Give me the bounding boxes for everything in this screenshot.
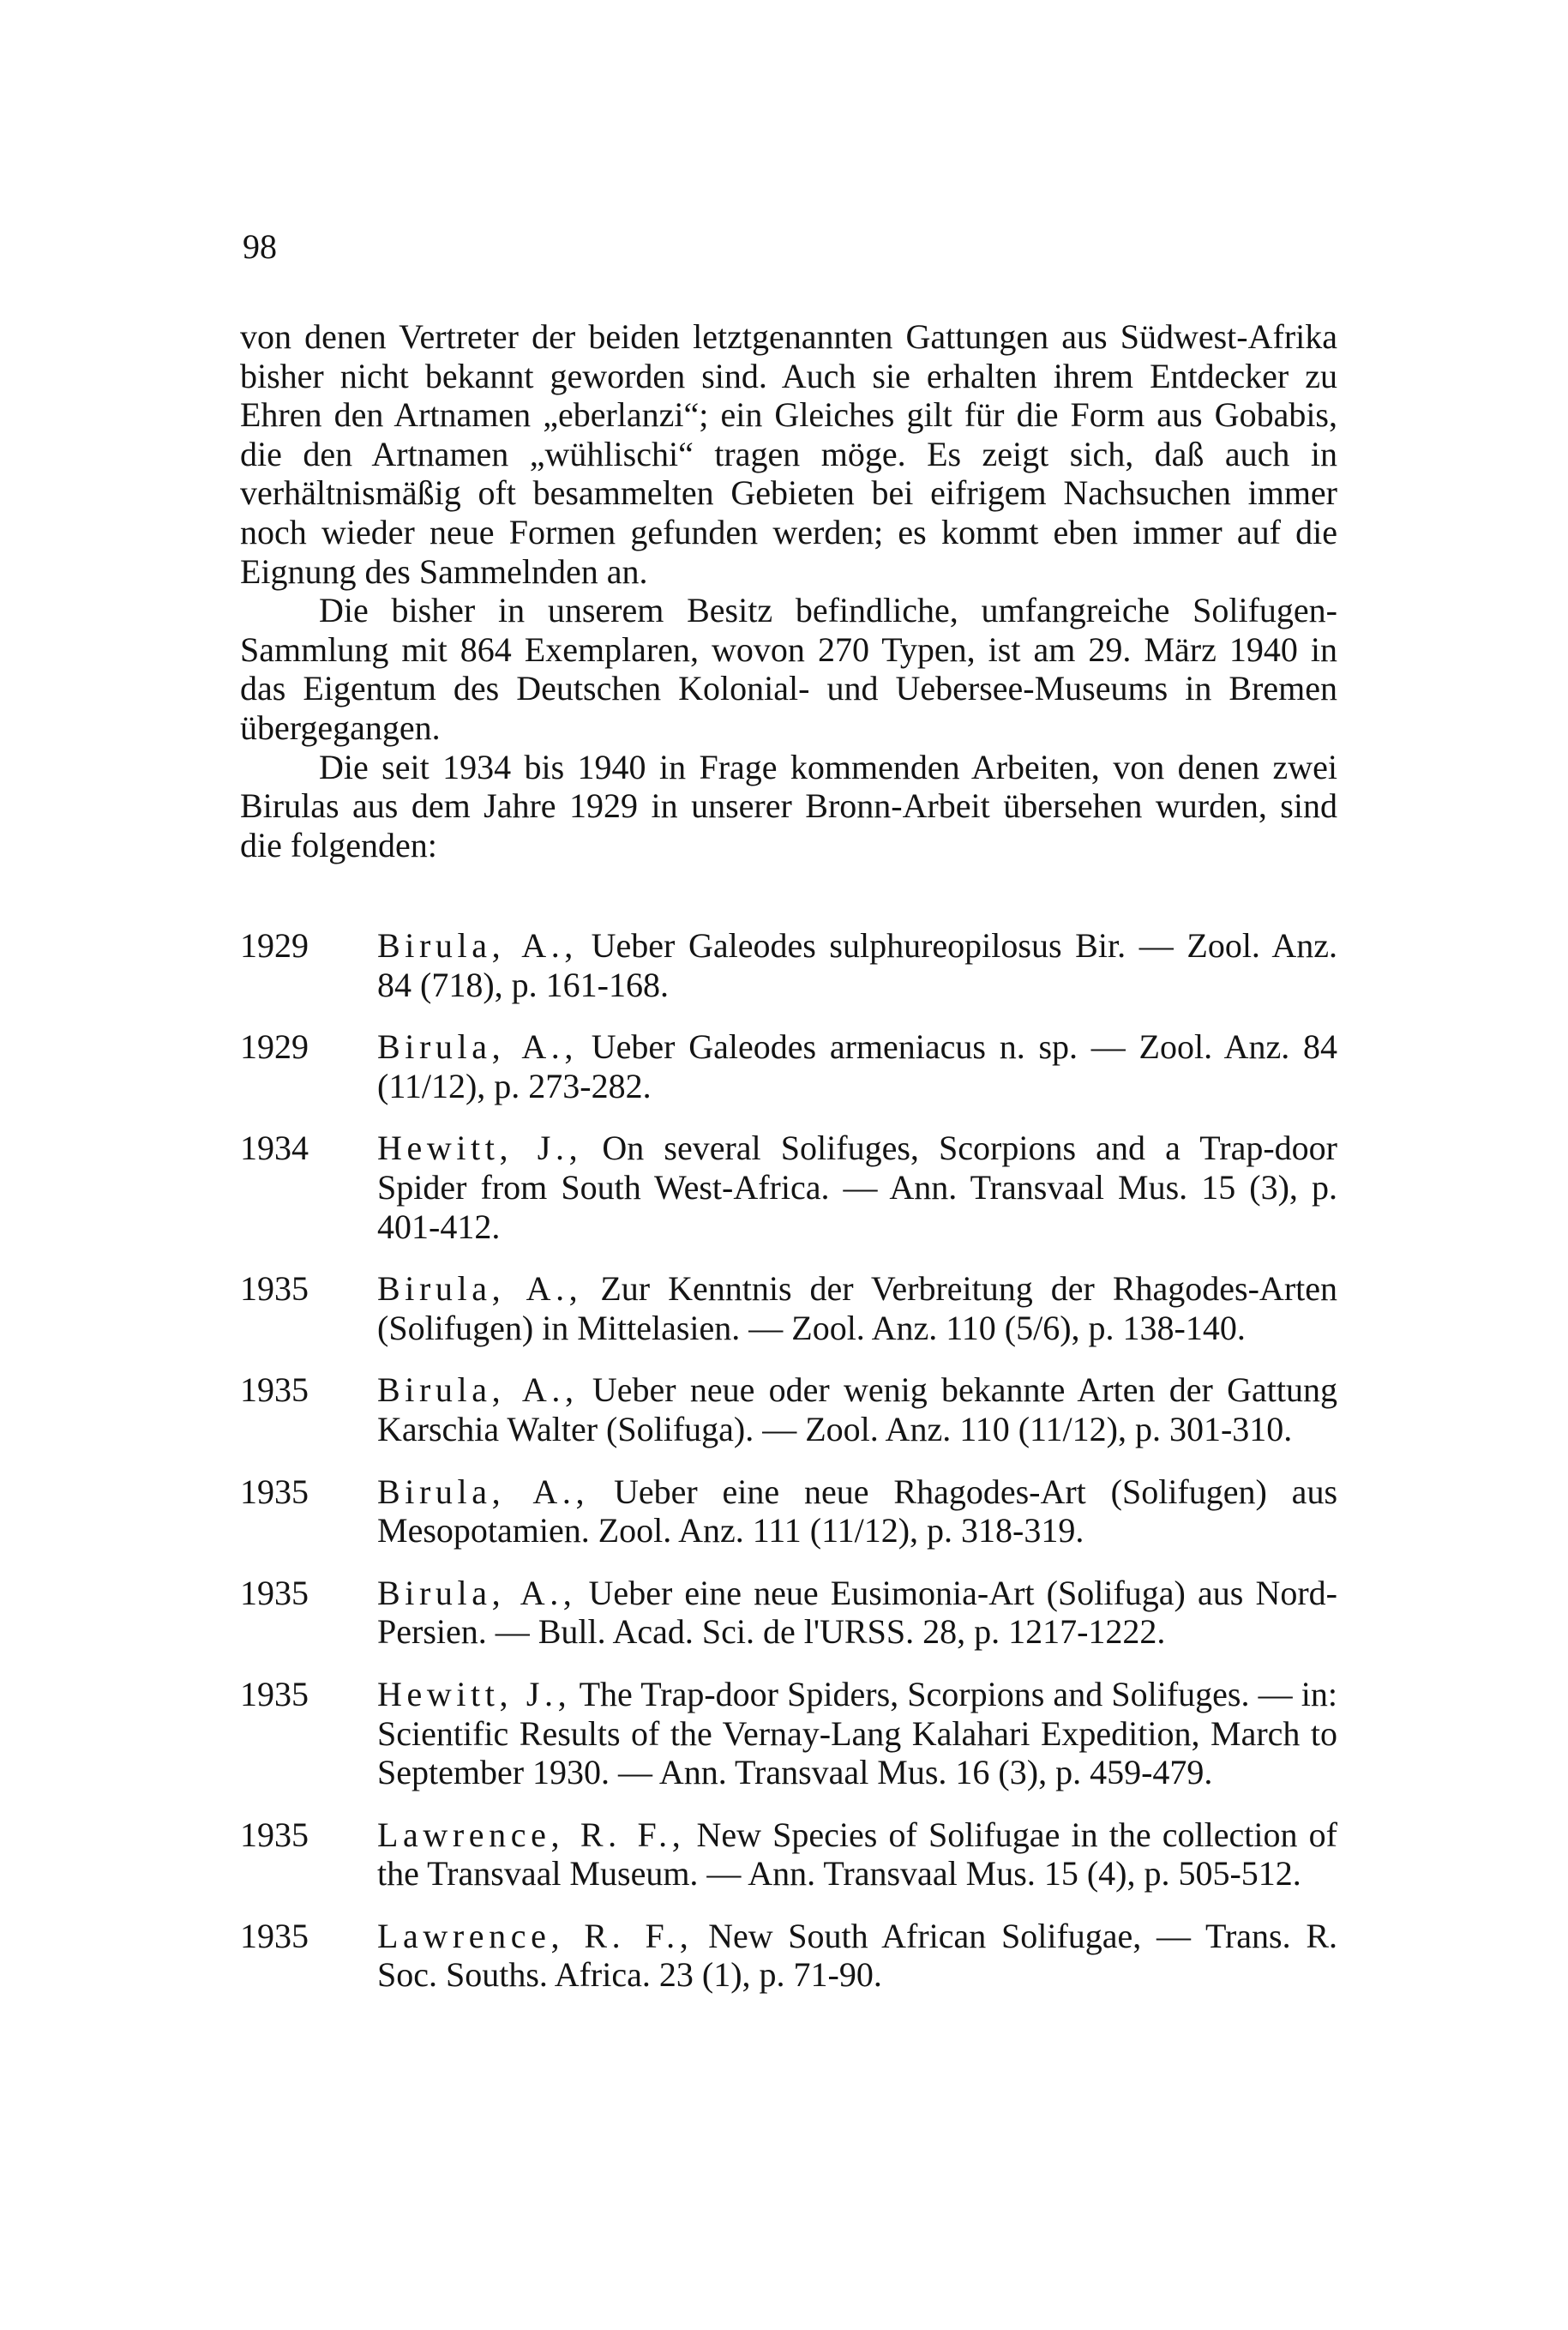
reference-author: Birula, A.,: [377, 1573, 577, 1612]
reference-text: New South African Solifugae, — Trans. R. Soc. Souths. Africa. 23 (1), p. 71-90.: [377, 1916, 1337, 1995]
reference-text: Ueber Galeodes armeniacus n. sp. — Zool. Anz. 84 (11/12), p. 273-282.: [377, 1027, 1338, 1105]
reference-year: 1935: [240, 1674, 309, 1713]
paragraph-2: Die bisher in unserem Besitz befindliche, umfangreiche Solifugen-Sammlung mit 864 Exemplaren, wovon 270 Typen, ist am 29. März 1940 in das Eigentum des Deutschen Kolonial- und Uebersee-Museums in Bremen übergegangen.: [240, 591, 1337, 747]
reference-author: Birula, A.,: [377, 926, 578, 965]
reference-text: Ueber Galeodes sulphureopilosus Bir. — Zool. Anz. 84 (718), p. 161-168.: [377, 926, 1338, 1004]
reference-year: 1929: [240, 1027, 309, 1067]
reference-item: [240, 1472, 1337, 1550]
paragraph-1: von denen Vertreter der beiden letztgenannten Gattungen aus Südwest-Afrika bisher nicht bekannt geworden sind. Auch sie erhalten ihrem Entdecker zu Ehren den Artnamen „eberlanzi“; ein Gleiches gilt für die Form aus Gobabis, die den Artnamen „wühlischi“ tragen möge. Es zeigt sich, daß auch in verhältnismäßig oft besammelten Gebieten bei eifrigem Nachsuchen immer noch wieder neue Formen gefunden werden; es kommt eben immer auf die Eignung des Sammelnden an.: [240, 317, 1337, 591]
reference-year: 1934: [240, 1129, 309, 1168]
reference-item: [240, 1027, 1337, 1105]
reference-year: 1935: [240, 1815, 309, 1854]
reference-year: 1935: [240, 1916, 309, 1955]
reference-year: 1929: [240, 926, 309, 965]
reference-text: Ueber eine neue Eusimonia-Art (Solifuga) aus Nord-Persien. — Bull. Acad. Sci. de l'URSS. 28, p. 1217-1222.: [377, 1573, 1337, 1652]
reference-item: [240, 1917, 1337, 1995]
reference-year: 1935: [240, 1370, 309, 1410]
reference-text: Ueber neue oder wenig bekannte Arten der Gattung Karschia Walter (Solifuga). — Zool. Anz. 110 (11/12), p. 301-310.: [377, 1370, 1338, 1448]
reference-text: New Species of Solifugae in the collection of the Transvaal Museum. — Ann. Transvaal Mus. 15 (4), p. 505-512.: [377, 1815, 1337, 1894]
reference-text: Ueber eine neue Rhagodes-Art (Solifugen) aus Mesopotamien. Zool. Anz. 111 (11/12), p. 318-319.: [377, 1472, 1338, 1550]
reference-author: Birula, A.,: [377, 1370, 579, 1410]
reference-list: [240, 926, 1337, 2018]
reference-author: Birula, A.,: [377, 1472, 590, 1511]
page-number: 98: [243, 227, 277, 266]
reference-author: Hewitt, J.,: [377, 1129, 583, 1168]
reference-item: [240, 1129, 1337, 1246]
reference-year: 1935: [240, 1269, 309, 1309]
reference-author: Birula, A.,: [377, 1027, 579, 1067]
reference-item: [240, 926, 1337, 1004]
reference-item: [240, 1269, 1337, 1347]
reference-item: [240, 1574, 1337, 1652]
reference-text: On several Solifuges, Scorpions and a Trap-door Spider from South West-Africa. — Ann. Transvaal Mus. 15 (3), p. 401-412.: [377, 1129, 1337, 1246]
reference-year: 1935: [240, 1472, 309, 1511]
reference-author: Lawrence, R. F.,: [377, 1916, 694, 1955]
reference-item: [240, 1370, 1337, 1448]
reference-text: Zur Kenntnis der Verbreitung der Rhagodes-Arten (Solifugen) in Mittelasien. — Zool. Anz. 110 (5/6), p. 138-140.: [377, 1269, 1338, 1347]
reference-text: The Trap-door Spiders, Scorpions and Solifuges. — in: Scientific Results of the Vernay-Lang Kalahari Expedition, March to September 1930. — Ann. Transvaal Mus. 16 (3), p. 459-479.: [377, 1674, 1337, 1792]
body-text: [240, 317, 1337, 864]
reference-author: Hewitt, J.,: [377, 1674, 572, 1713]
reference-author: Birula, A.,: [377, 1269, 583, 1309]
paragraph-3: Die seit 1934 bis 1940 in Frage kommenden Arbeiten, von denen zwei Birulas aus dem Jahre 1929 in unserer Bronn-Arbeit übersehen wurden, sind die folgenden:: [240, 747, 1337, 864]
reference-item: [240, 1675, 1337, 1792]
reference-item: [240, 1815, 1337, 1894]
reference-author: Lawrence, R. F.,: [377, 1815, 686, 1854]
reference-year: 1935: [240, 1573, 309, 1612]
